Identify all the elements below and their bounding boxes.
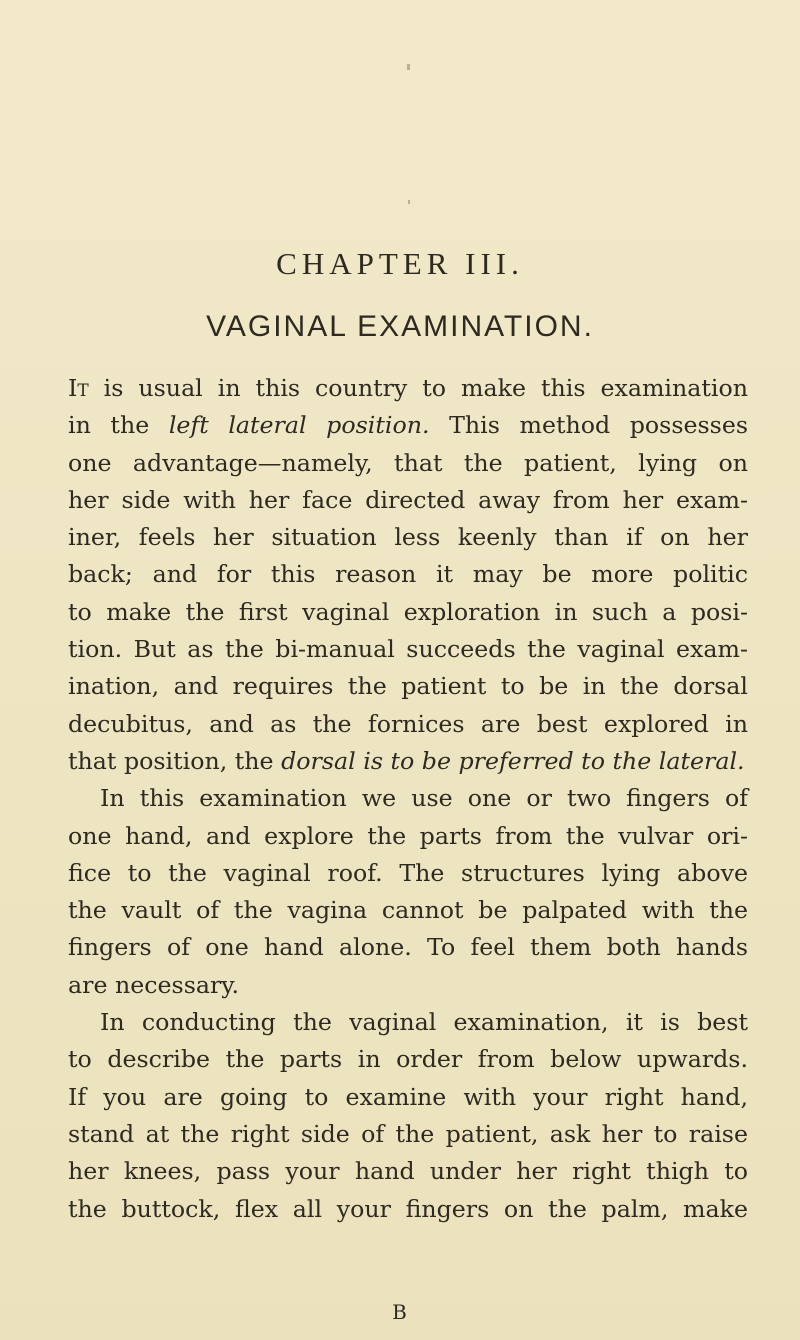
- text-line: the buttock, flex all your fingers on the palm, make: [68, 1194, 748, 1223]
- text-line: that position, the dorsal is to be preferred to the lateral.: [68, 746, 745, 775]
- text-line: It is usual in this country to make this examination: [68, 374, 748, 402]
- text-line: In conducting the vaginal examination, it is best: [100, 1008, 748, 1037]
- body-text: [68, 370, 748, 1228]
- text-line: are necessary.: [68, 970, 240, 999]
- emphasis: dorsal is to be preferred to the lateral.: [281, 746, 745, 775]
- text-line: to make the first vaginal exploration in such a posi-: [68, 597, 748, 626]
- print-speck: [407, 64, 410, 70]
- text-line: back; and for this reason it may be more politic: [68, 560, 748, 589]
- signature-mark: B: [392, 1300, 408, 1324]
- text-line: tion. But as the bi-manual succeeds the vaginal exam-: [68, 635, 748, 664]
- section-title: VAGINAL EXAMINATION.: [206, 310, 594, 343]
- text-line: stand at the right side of the patient, ask her to raise: [68, 1119, 748, 1148]
- paragraph: [68, 780, 748, 1004]
- text-line: in the left lateral position. This method possesses: [68, 411, 749, 440]
- print-speck: [408, 200, 410, 204]
- drop-word: It: [68, 374, 89, 402]
- chapter-heading: CHAPTER III.: [276, 246, 524, 281]
- paragraph: [68, 1004, 748, 1228]
- text-line: If you are going to examine with your right hand,: [68, 1082, 748, 1111]
- text-line: one advantage—namely, that the patient, lying on: [68, 448, 748, 477]
- text-line: fingers of one hand alone. To feel them both hands: [68, 933, 748, 962]
- text-line: one hand, and explore the parts from the vulvar ori-: [68, 821, 748, 850]
- text-line: iner, feels her situation less keenly than if on her: [68, 523, 748, 552]
- text-line: to describe the parts in order from below upwards.: [68, 1045, 748, 1074]
- paragraph: [68, 370, 748, 780]
- emphasis: left lateral position.: [168, 411, 430, 440]
- text-line: her side with her face directed away from her exam-: [68, 485, 748, 514]
- text-line: ination, and requires the patient to be in the dorsal: [68, 672, 748, 701]
- text-line: decubitus, and as the fornices are best explored in: [68, 709, 748, 738]
- text-line: the vault of the vagina cannot be palpated with the: [68, 896, 748, 925]
- text-line: her knees, pass your hand under her right thigh to: [68, 1157, 748, 1186]
- text-line: fice to the vaginal roof. The structures lying above: [68, 858, 748, 887]
- text-line: In this examination we use one or two fingers of: [100, 784, 748, 813]
